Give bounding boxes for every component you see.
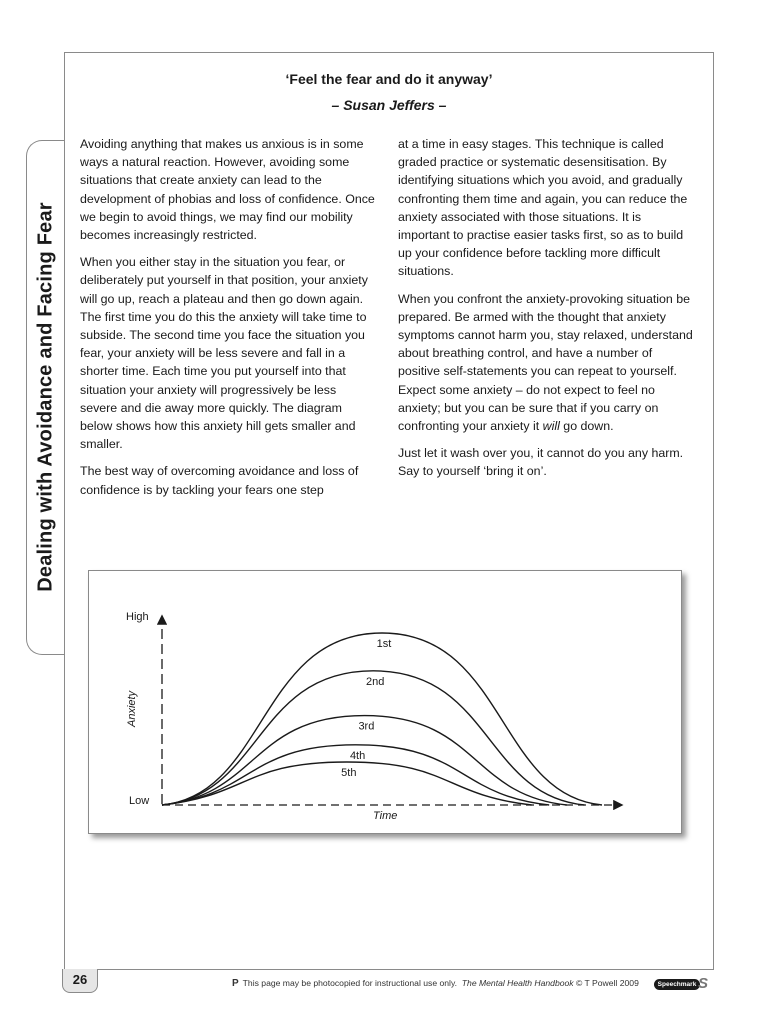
y-high-label: High bbox=[126, 611, 149, 623]
chapter-title: Dealing with Avoidance and Facing Fear bbox=[34, 202, 57, 592]
emphasis: will bbox=[542, 419, 560, 434]
quote-author: – Susan Jeffers – bbox=[331, 97, 447, 113]
right-column bbox=[398, 135, 694, 490]
curve-label: 3rd bbox=[358, 720, 375, 733]
anxiety-curve bbox=[162, 671, 584, 805]
footer-copyright: © T Powell 2009 bbox=[575, 978, 639, 988]
paragraph-text: When you confront the anxiety-provoking situation be prepared. Be armed with the thought that anxiety symptoms cannot harm you, stay relaxed, understand about breathing control, and have a number of positive self-statements you can repeat to yourself. Expect some anxiety – do not expect to feel no anxiety; but you can be sure that if you carry on confronting your anxiety it bbox=[398, 291, 693, 434]
anxiety-curve bbox=[162, 633, 602, 805]
anxiety-diagram-svg bbox=[89, 571, 681, 833]
curve-label: 5th bbox=[341, 767, 357, 779]
quote-text: ‘Feel the fear and do it anyway’ bbox=[285, 71, 493, 87]
x-axis-label: Time bbox=[373, 810, 398, 822]
photocopy-mark: P bbox=[232, 978, 239, 989]
paragraph bbox=[398, 290, 694, 436]
left-column bbox=[80, 135, 376, 508]
footer-text: This page may be photocopied for instructional use only. bbox=[242, 978, 458, 988]
paragraph-text: go down. bbox=[559, 419, 614, 434]
publisher-logo bbox=[654, 975, 712, 992]
publisher-logo-text: Speechmark bbox=[654, 979, 700, 990]
page-number: 26 bbox=[62, 969, 98, 993]
paragraph: Just let it wash over you, it cannot do you any harm. Say to yourself ‘bring it on’. bbox=[398, 446, 684, 479]
y-low-label: Low bbox=[129, 795, 150, 807]
curve-label: 2nd bbox=[366, 675, 385, 688]
anxiety-diagram bbox=[88, 570, 682, 834]
paragraph: The best way of overcoming avoidance and loss of confidence is by tackling your fears one step bbox=[80, 464, 359, 497]
paragraph: When you either stay in the situation you fear, or deliberately put yourself in that position, your anxiety will go up, reach a plateau and then go down again. The first time you do this the anxiety will take time to subside. The second time you face the situation you fear, your anxiety will be less severe and fall in a shorter time. Each time you put yourself into that situation your anxiety will progressively be less severe and die away more quickly. The diagram below shows how this anxiety hill gets smaller and smaller. bbox=[80, 255, 368, 452]
footer-book-title: The Mental Health Handbook bbox=[461, 978, 574, 988]
y-axis-label: Anxiety bbox=[126, 690, 138, 727]
publisher-logo-glyph: S bbox=[698, 975, 709, 992]
paragraph: Avoiding anything that makes us anxious is in some ways a natural reaction. However, avoiding some situations that create anxiety can lead to the development of phobias and loss of confidence. Once we begin to avoid things, we may find our mobility becomes increasingly restricted. bbox=[80, 137, 375, 243]
curve-label: 1st bbox=[376, 638, 392, 650]
footer bbox=[232, 978, 639, 989]
paragraph: at a time in easy stages. This technique is called graded practice or systematic desensitisation. By identifying situations which you avoid, and gradually confronting them time and again, you can reduce the anxiety associated with those situations. It is important to practise easier tasks first, so as to build up your confidence before tackling more difficult situations. bbox=[398, 137, 688, 279]
curve-label: 4th bbox=[349, 749, 366, 762]
curves bbox=[162, 633, 602, 805]
